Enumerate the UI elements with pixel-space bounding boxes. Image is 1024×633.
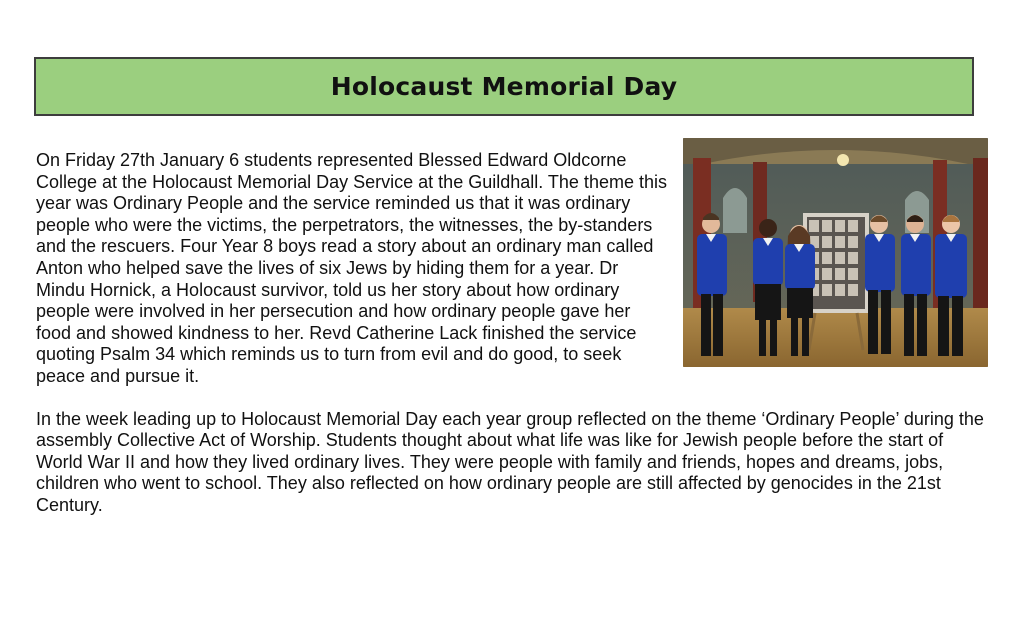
page-title: Holocaust Memorial Day — [330, 72, 678, 101]
title-banner — [34, 57, 974, 116]
article-body — [36, 150, 986, 517]
students-group-photo — [683, 138, 988, 367]
article-paragraph-2: In the week leading up to Holocaust Memorial Day each year group reflected on the theme ‘Ordinary People’ during the assembly Collective Act of Worship. Students thought about what life was like for Jewish people before the start of World War II and how they lived ordinary lives. They were people with family and friends, hopes and dreams, jobs, children who went to school. They also reflected on how ordinary people are still affected by genocides in the 21st Century. — [36, 408, 984, 515]
article-paragraph-1: On Friday 27th January 6 students represented Blessed Edward Oldcorne College at the Holocaust Memorial Day Service at the Guildhall. The theme this year was Ordinary People and the service reminded us that it was ordinary people who were the victims, the perpetrators, the witnesses, the by-standers and the rescuers. Four Year 8 boys read a story about an ordinary man called Anton who helped save the lives of six Jews by hiding them for a year. Dr Mindu Hornick, a Holocaust survivor, told us her story about how ordinary people were involved in her persecution and how ordinary people gave her food and showed kindness to her. Revd Catherine Lack finished the service quoting Psalm 34 which reminds us to turn from evil and do good, to seek peace and pursue it. — [36, 150, 667, 386]
